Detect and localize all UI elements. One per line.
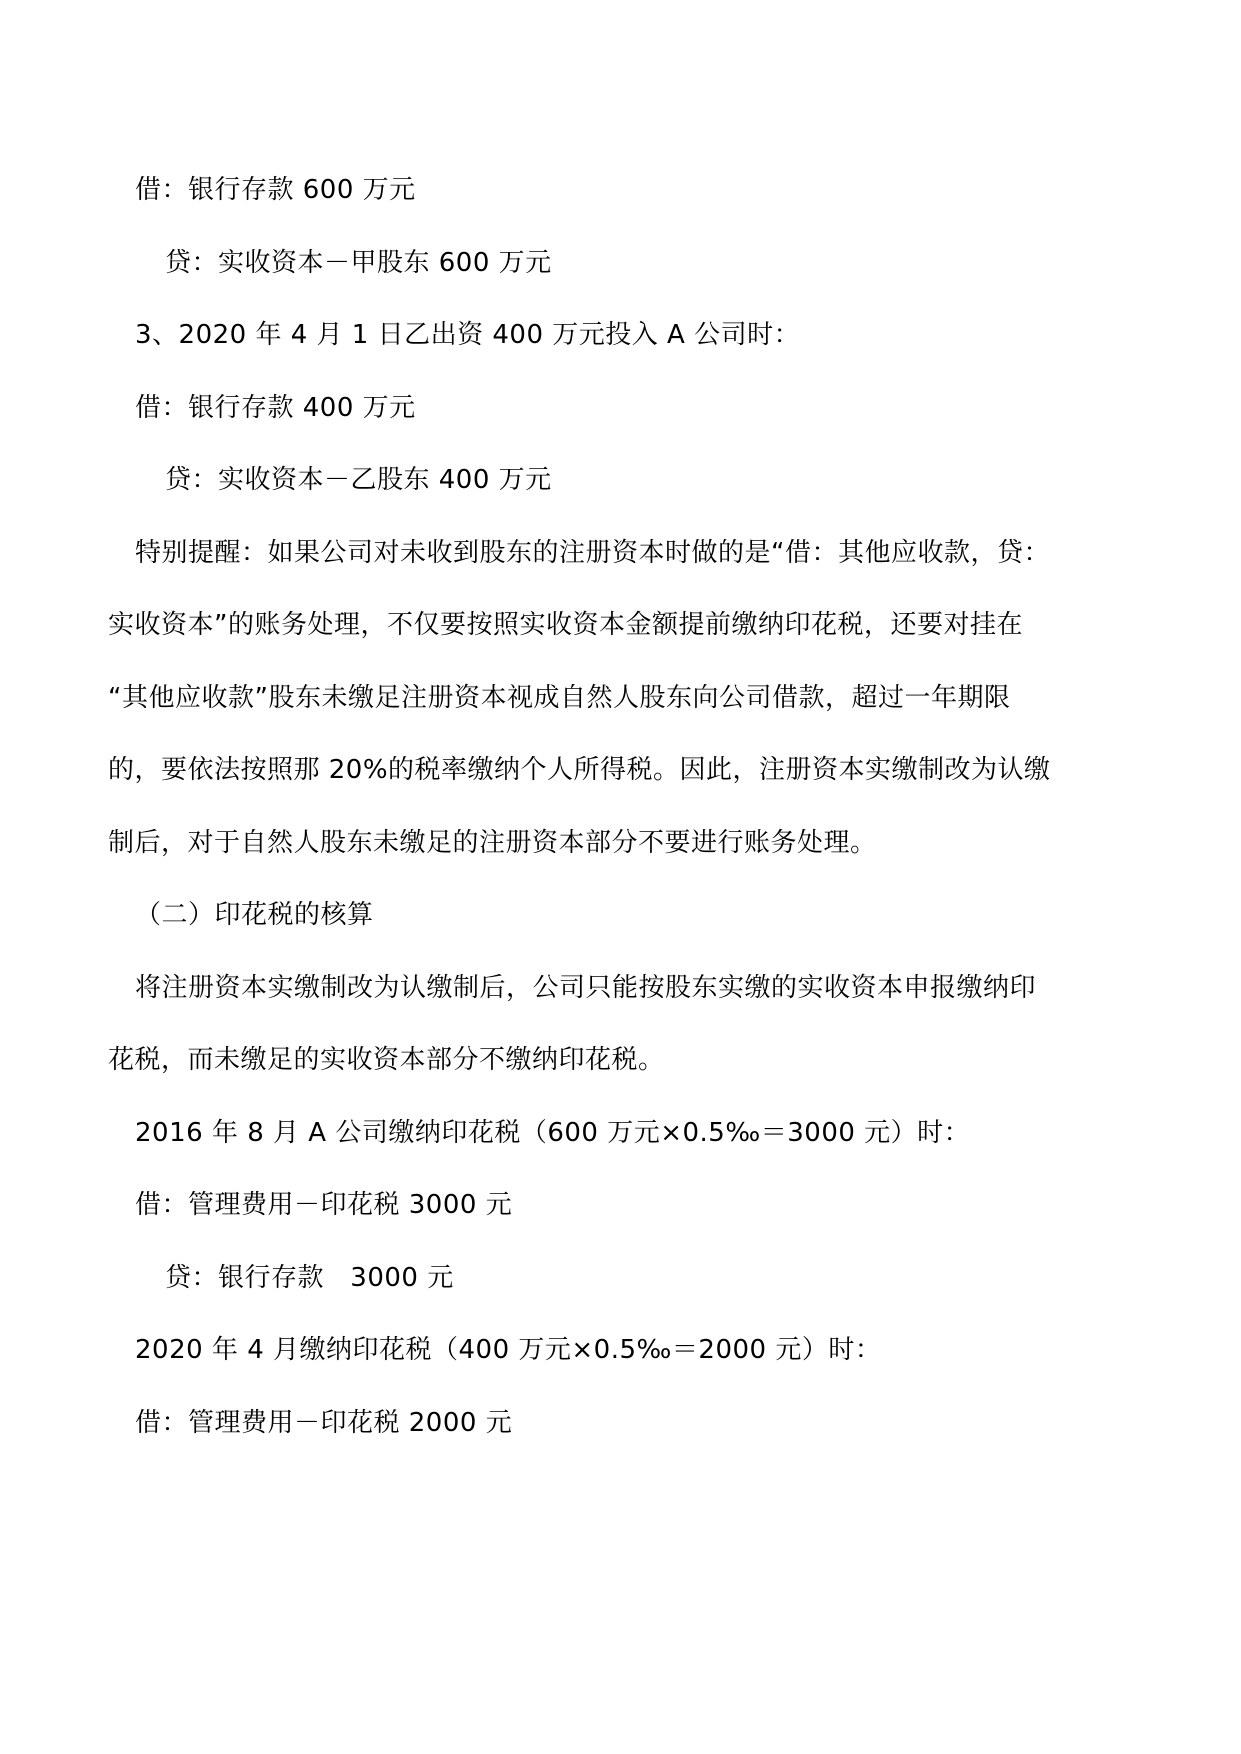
entry-debit-bank-400: 借：银行存款 400 万元	[135, 393, 416, 423]
entry-credit-capital-yi: 贷：实收资本－乙股东 400 万元	[165, 465, 552, 495]
reminder-paragraph-line-5: 制后，对于自然人股东未缴足的注册资本部分不要进行账务处理。	[108, 828, 877, 858]
reminder-paragraph-line-4: 的，要依法按照那 20%的税率缴纳个人所得税。因此，注册资本实缴制改为认缴	[108, 755, 1051, 785]
entry-debit-admin-2000: 借：管理费用－印花税 2000 元	[135, 1408, 513, 1438]
step-3-heading: 3、2020 年 4 月 1 日乙出资 400 万元投入 A 公司时：	[135, 320, 801, 350]
section-heading-stamp-tax: （二）印花税的核算	[135, 900, 374, 930]
stamp-tax-2020-heading: 2020 年 4 月缴纳印花税（400 万元×0.5‰＝2000 元）时：	[135, 1335, 882, 1365]
entry-debit-bank-600: 借：银行存款 600 万元	[135, 175, 416, 205]
entry-debit-admin-3000: 借：管理费用－印花税 3000 元	[135, 1190, 513, 1220]
stamp-tax-paragraph-line-2: 花税，而未缴足的实收资本部分不缴纳印花税。	[108, 1045, 665, 1075]
entry-credit-capital-jia: 贷：实收资本－甲股东 600 万元	[165, 248, 552, 278]
reminder-paragraph-line-2: 实收资本”的账务处理，不仅要按照实收资本金额提前缴纳印花税，还要对挂在	[108, 610, 1023, 640]
entry-credit-bank-3000: 贷：银行存款 3000 元	[165, 1263, 454, 1293]
reminder-paragraph-line-3: “其他应收款”股东未缴足注册资本视成自然人股东向公司借款，超过一年期限	[108, 683, 1011, 713]
stamp-tax-paragraph-line-1: 将注册资本实缴制改为认缴制后，公司只能按股东实缴的实收资本申报缴纳印	[135, 973, 1037, 1003]
reminder-paragraph-line-1: 特别提醒：如果公司对未收到股东的注册资本时做的是“借：其他应收款，贷：	[135, 538, 1050, 568]
stamp-tax-2016-heading: 2016 年 8 月 A 公司缴纳印花税（600 万元×0.5‰＝3000 元）时：	[135, 1118, 971, 1148]
